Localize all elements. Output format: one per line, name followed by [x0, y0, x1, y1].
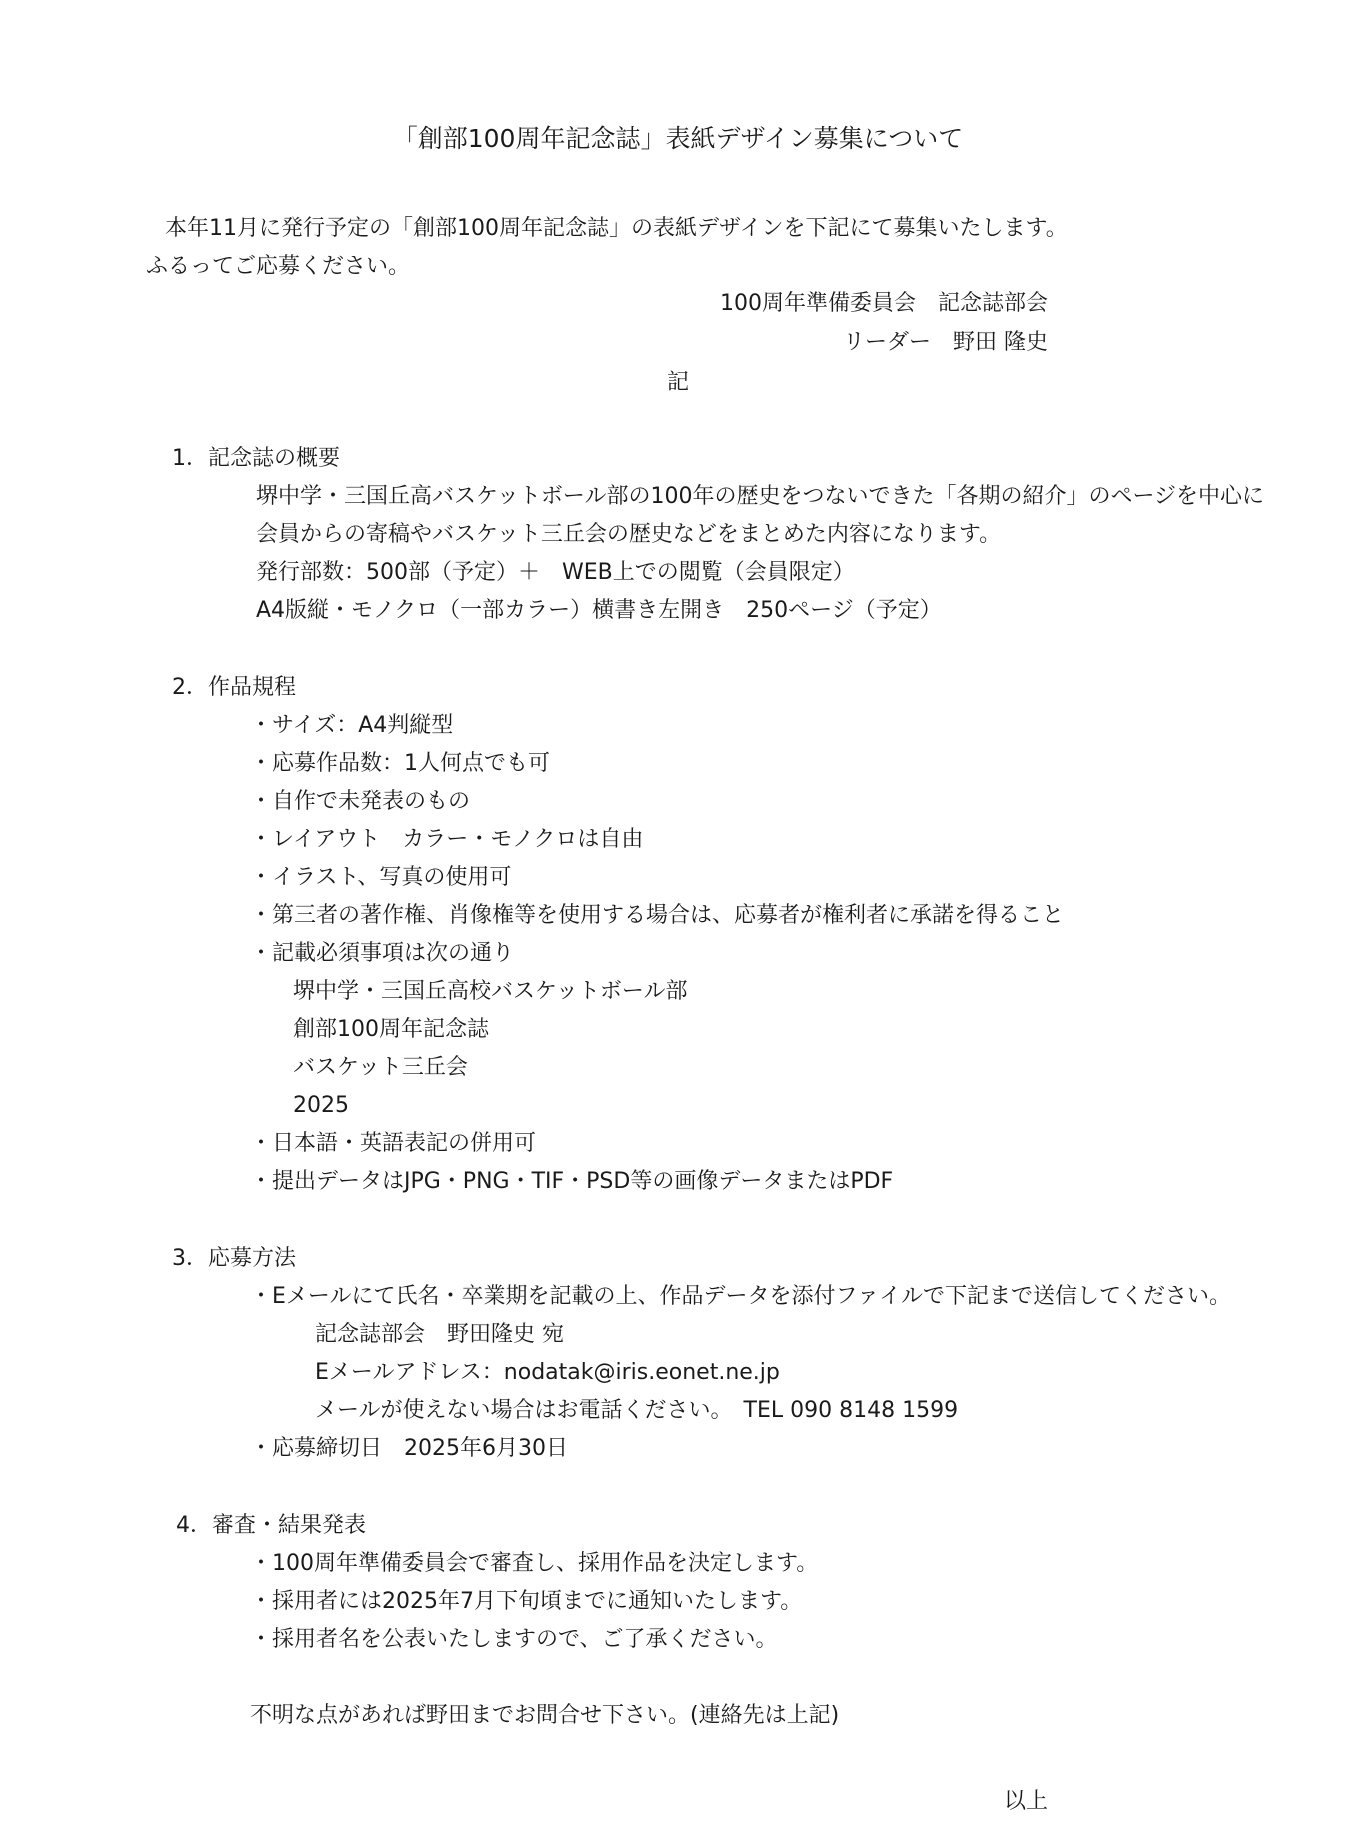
sender-committee: 100周年準備委員会 記念誌部会 [720, 291, 1048, 316]
contact-email: Eメールアドレス：nodatak@iris.eonet.ne.jp [315, 1360, 780, 1385]
sender-leader: リーダー 野田 隆史 [843, 330, 1048, 355]
end-mark: 以上 [1003, 1789, 1048, 1814]
rule-item: ・サイズ：A4判縦型 [250, 713, 454, 738]
section2-list-2 [250, 1125, 893, 1201]
section2-list [250, 707, 1064, 973]
ki-heading: 記 [666, 370, 689, 395]
rule-item: ・自作で未発表のもの [250, 789, 471, 814]
rule-item: ・日本語・英語表記の併用可 [250, 1131, 537, 1156]
section2-heading: 2．作品規程 [172, 675, 296, 700]
section1-line: 発行部数：500部（予定）＋ WEB上での閲覧（会員限定） [256, 560, 855, 585]
result-item: ・採用者には2025年7月下旬頃までに通知いたします。 [250, 1589, 803, 1614]
section4-list [250, 1545, 818, 1659]
apply-method-item: ・Eメールにて氏名・卒業期を記載の上、作品データを添付ファイルで下記まで送信してください。 [250, 1284, 1232, 1309]
intro-line-1: 本年11月に発行予定の「創部100周年記念誌」の表紙デザインを下記にて募集いたします。 [165, 216, 1068, 241]
section3-heading: 3．応募方法 [172, 1246, 296, 1271]
contact-addressee: 記念誌部会 野田隆史 宛 [315, 1322, 564, 1347]
section1-line: 堺中学・三国丘高バスケットボール部の100年の歴史をつないできた「各期の紹介」のページを中心に [256, 484, 1265, 509]
closing-note: 不明な点があれば野田までお問合せ下さい。(連絡先は上記) [250, 1703, 840, 1728]
section1-heading: 1．記念誌の概要 [172, 446, 340, 471]
rule-item: ・記載必須事項は次の通り [250, 941, 515, 966]
result-item: ・100周年準備委員会で審査し、採用作品を決定します。 [250, 1551, 819, 1576]
section4-heading: 4．審査・結果発表 [176, 1513, 366, 1538]
required-item: バスケット三丘会 [293, 1055, 468, 1080]
deadline-item: ・応募締切日 2025年6月30日 [250, 1436, 568, 1461]
required-item: 創部100周年記念誌 [293, 1017, 489, 1042]
rule-item: ・応募作品数：1人何点でも可 [250, 751, 550, 776]
section1-body [256, 478, 1264, 630]
rule-item: ・第三者の著作権、肖像権等を使用する場合は、応募者が権利者に承諾を得ること [250, 903, 1065, 928]
contact-details [315, 1316, 958, 1430]
rule-item: ・レイアウト カラー・モノクロは自由 [250, 827, 644, 852]
intro-line-2: ふるってご応募ください。 [146, 254, 411, 279]
required-item: 堺中学・三国丘高校バスケットボール部 [293, 979, 688, 1004]
required-items [293, 973, 687, 1125]
rule-item: ・イラスト、写真の使用可 [250, 865, 512, 890]
required-item: 2025 [293, 1093, 349, 1118]
rule-item: ・提出データはJPG・PNG・TIF・PSD等の画像データまたはPDF [250, 1169, 894, 1194]
document-title: 「創部100周年記念誌」表紙デザイン募集について [392, 124, 964, 153]
section1-line: 会員からの寄稿やバスケット三丘会の歴史などをまとめた内容になります。 [256, 522, 1002, 547]
result-item: ・採用者名を公表いたしますので、ご了承ください。 [250, 1627, 778, 1652]
contact-phone: メールが使えない場合はお電話ください。 TEL 090 8148 1599 [315, 1398, 959, 1423]
section1-line: A4版縦・モノクロ（一部カラー）横書き左開き 250ページ（予定） [256, 598, 942, 623]
